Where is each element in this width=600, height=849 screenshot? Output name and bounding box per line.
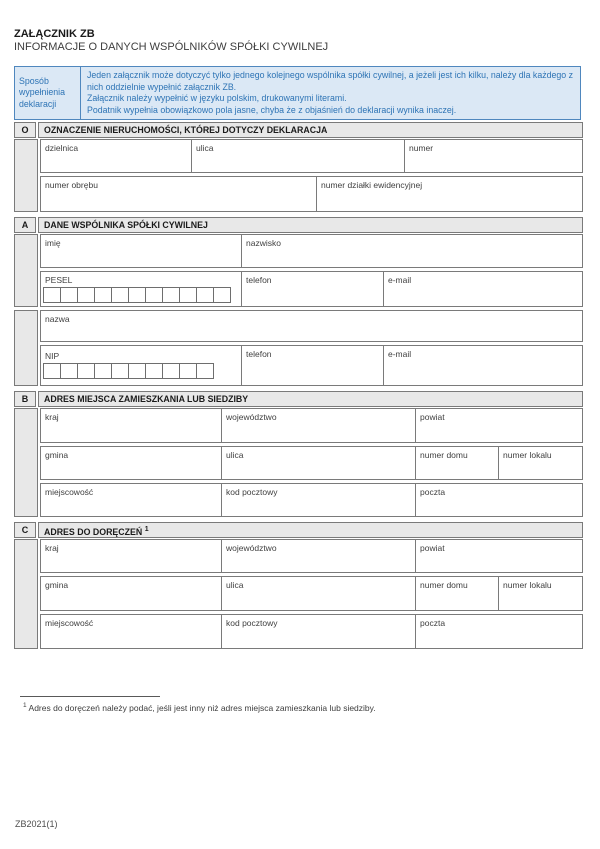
field-label: kod pocztowy	[226, 487, 278, 497]
field-kod-pocztowy[interactable]	[221, 614, 416, 649]
nip-digit-box[interactable]	[60, 363, 78, 379]
pesel-digit-box[interactable]	[77, 287, 95, 303]
pesel-digit-boxes	[43, 287, 241, 303]
field-label: ulica	[226, 580, 244, 590]
pesel-digit-box[interactable]	[43, 287, 61, 303]
field-powiat[interactable]	[415, 408, 583, 443]
pesel-digit-box[interactable]	[60, 287, 78, 303]
field-label: NIP	[45, 351, 60, 361]
field-label: numer domu	[420, 580, 468, 590]
field-kraj[interactable]	[40, 539, 222, 573]
field-label: dzielnica	[45, 143, 79, 153]
field-label: powiat	[420, 412, 445, 422]
section-side-strip	[14, 539, 38, 649]
pesel-digit-box[interactable]	[162, 287, 180, 303]
field-miejscowosc[interactable]	[40, 614, 222, 649]
nip-digit-box[interactable]	[128, 363, 146, 379]
section-c-title-text: ADRES DO DORĘCZEŃ	[44, 526, 143, 537]
footnote-ref: 1	[23, 702, 27, 709]
section-c-header	[14, 522, 583, 538]
field-label: telefon	[246, 275, 272, 285]
field-ulica[interactable]	[221, 446, 416, 480]
nip-digit-box[interactable]	[196, 363, 214, 379]
footnote-body: Adres do doręczeń należy podać, jeśli jest inny niż adres miejsca zamieszkania lub siedziby.	[28, 702, 376, 713]
field-label: e-mail	[388, 275, 412, 285]
pesel-digit-box[interactable]	[94, 287, 112, 303]
section-a-header	[14, 217, 583, 233]
section-b-body	[14, 408, 583, 517]
section-o-letter: O	[14, 122, 36, 138]
pesel-digit-box[interactable]	[111, 287, 129, 303]
nip-digit-box[interactable]	[43, 363, 61, 379]
section-o-body	[14, 139, 583, 212]
pesel-digit-box[interactable]	[128, 287, 146, 303]
nip-digit-box[interactable]	[145, 363, 163, 379]
section-a-company-body	[14, 310, 583, 386]
field-label: miejscowość	[45, 618, 94, 628]
field-label: nazwa	[45, 314, 70, 324]
field-nip[interactable]	[40, 345, 242, 386]
field-imie[interactable]	[40, 234, 242, 268]
nip-digit-boxes	[43, 363, 241, 379]
nip-digit-box[interactable]	[179, 363, 197, 379]
instructions-line: Załącznik należy wypełnić w języku polskim, drukowanymi literami.	[87, 93, 347, 103]
pesel-digit-box[interactable]	[145, 287, 163, 303]
field-label: numer domu	[420, 450, 468, 460]
field-label: ulica	[226, 450, 244, 460]
instructions-line: Jeden załącznik może dotyczyć tylko jednego kolejnego wspólnika spółki cywilnej, a jeżeli jest ich kilku, należy dla każdego z nich oddzielnie wypełnić załącznik ZB.	[87, 70, 574, 92]
instructions-box	[14, 66, 581, 120]
field-ulica[interactable]	[221, 576, 416, 611]
field-numer[interactable]	[404, 139, 583, 173]
section-a-title: DANE WSPÓLNIKA SPÓŁKI CYWILNEJ	[38, 217, 583, 233]
section-o-header	[14, 122, 583, 138]
field-label: PESEL	[45, 275, 73, 285]
section-side-strip	[14, 139, 38, 212]
field-label: gmina	[45, 450, 69, 460]
nip-digit-box[interactable]	[77, 363, 95, 379]
field-kraj[interactable]	[40, 408, 222, 443]
field-dzielnica[interactable]	[40, 139, 192, 173]
field-nazwa[interactable]	[40, 310, 583, 342]
section-b-letter: B	[14, 391, 36, 407]
field-poczta[interactable]	[415, 483, 583, 517]
field-wojewodztwo[interactable]	[221, 408, 416, 443]
field-numer-lokalu[interactable]	[498, 576, 583, 611]
nip-digit-box[interactable]	[162, 363, 180, 379]
field-email[interactable]	[383, 271, 583, 307]
field-numer-dzialki-ewidencyjnej[interactable]	[316, 176, 583, 212]
field-label: e-mail	[388, 349, 412, 359]
document-code: ZAŁĄCZNIK ZB	[14, 28, 95, 40]
field-ulica[interactable]	[191, 139, 405, 173]
field-label: miejscowość	[45, 487, 94, 497]
footnote	[14, 696, 583, 713]
field-numer-obrebu[interactable]	[40, 176, 317, 212]
pesel-digit-box[interactable]	[179, 287, 197, 303]
field-telefon[interactable]	[241, 345, 384, 386]
section-a-person-body	[14, 234, 583, 307]
field-gmina[interactable]	[40, 576, 222, 611]
field-kod-pocztowy[interactable]	[221, 483, 416, 517]
field-gmina[interactable]	[40, 446, 222, 480]
field-label: kraj	[45, 543, 59, 553]
pesel-digit-box[interactable]	[196, 287, 214, 303]
footnote-text	[14, 702, 583, 713]
field-label: województwo	[226, 412, 277, 422]
section-side-strip	[14, 408, 38, 517]
instructions-label: Sposób wypełnienia deklaracji	[15, 67, 81, 119]
field-label: poczta	[420, 618, 446, 628]
instructions-text	[81, 67, 580, 119]
section-b-title: ADRES MIEJSCA ZAMIESZKANIA LUB SIEDZIBY	[38, 391, 583, 407]
field-numer-lokalu[interactable]	[498, 446, 583, 480]
field-email[interactable]	[383, 345, 583, 386]
field-label: numer lokalu	[503, 580, 552, 590]
field-label: poczta	[420, 487, 446, 497]
field-label: województwo	[226, 543, 277, 553]
section-c-letter: C	[14, 522, 36, 538]
field-wojewodztwo[interactable]	[221, 539, 416, 573]
field-label: telefon	[246, 349, 272, 359]
field-label: kraj	[45, 412, 59, 422]
field-powiat[interactable]	[415, 539, 583, 573]
field-nazwisko[interactable]	[241, 234, 583, 268]
field-label: ulica	[196, 143, 214, 153]
section-side-strip	[14, 310, 38, 386]
section-c-title-footnote-ref: 1	[144, 526, 149, 533]
section-side-strip	[14, 234, 38, 307]
section-c-title	[38, 522, 583, 538]
section-a-letter: A	[14, 217, 36, 233]
field-miejscowosc[interactable]	[40, 483, 222, 517]
field-label: gmina	[45, 580, 69, 590]
field-label: numer lokalu	[503, 450, 552, 460]
section-b-header	[14, 391, 583, 407]
pesel-digit-box[interactable]	[213, 287, 231, 303]
field-pesel[interactable]	[40, 271, 242, 307]
field-poczta[interactable]	[415, 614, 583, 649]
field-label: nazwisko	[246, 238, 281, 248]
field-numer-domu[interactable]	[415, 446, 499, 480]
form-version-code: ZB2021(1)	[15, 819, 58, 829]
field-label: numer obrębu	[45, 180, 98, 190]
field-label: numer	[409, 143, 434, 153]
field-label: numer działki ewidencyjnej	[321, 180, 423, 190]
section-c-body	[14, 539, 583, 649]
field-numer-domu[interactable]	[415, 576, 499, 611]
field-label: powiat	[420, 543, 445, 553]
field-telefon[interactable]	[241, 271, 384, 307]
nip-digit-box[interactable]	[94, 363, 112, 379]
field-label: imię	[45, 238, 61, 248]
instructions-line: Podatnik wypełnia obowiązkowo pola jasne, chyba że z objaśnień do deklaracji wynika inaczej.	[87, 104, 457, 115]
section-o-title: OZNACZENIE NIERUCHOMOŚCI, KTÓREJ DOTYCZY DEKLARACJA	[38, 122, 583, 138]
nip-digit-box[interactable]	[111, 363, 129, 379]
footnote-separator	[20, 696, 160, 697]
field-label: kod pocztowy	[226, 618, 278, 628]
page-title: INFORMACJE O DANYCH WSPÓLNIKÓW SPÓŁKI CYWILNEJ	[14, 41, 329, 53]
